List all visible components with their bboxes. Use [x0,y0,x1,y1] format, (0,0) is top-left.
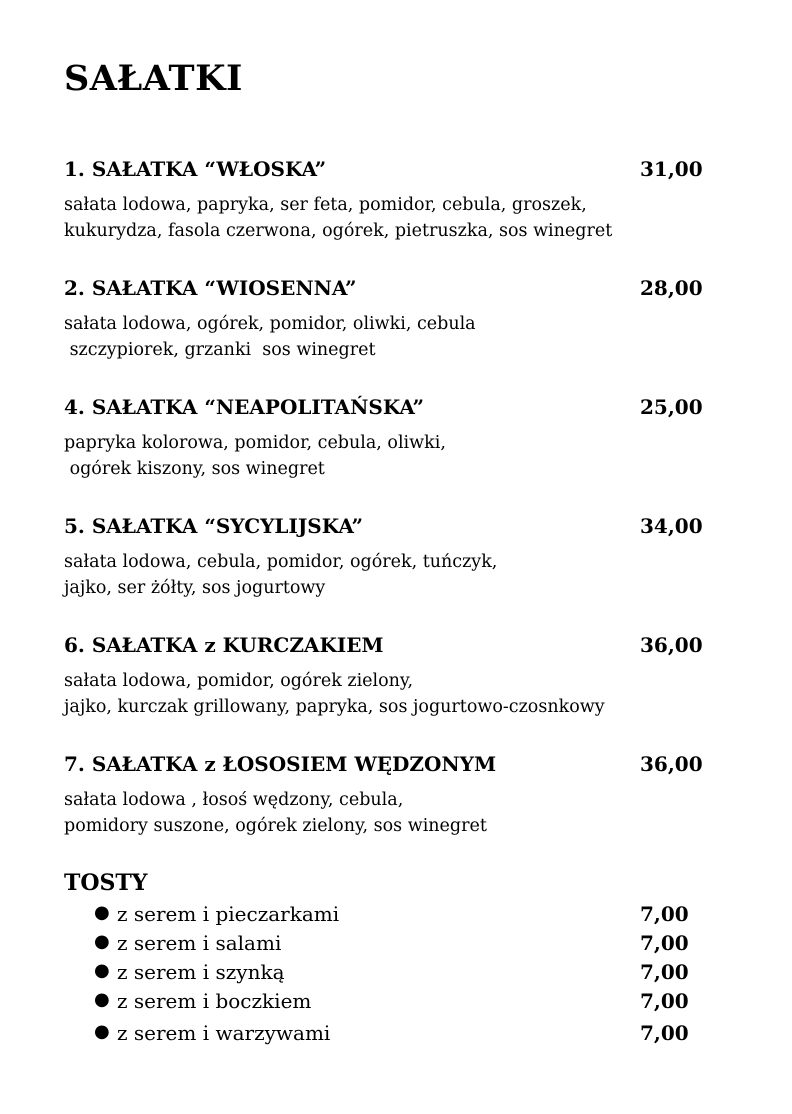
tosty-name: z serem i pieczarkami [117,902,340,926]
bullet-icon: ● [94,931,110,952]
salad-description [64,668,724,720]
page-title: SAŁATKI [64,58,243,99]
salad-price: 34,00 [640,514,703,538]
description-line: sałata lodowa, cebula, pomidor, ogórek, tuńczyk, [64,552,498,572]
salad-price: 25,00 [640,395,703,419]
bullet-icon: ● [94,960,110,981]
tosty-price: 7,00 [640,902,689,926]
tosty-price: 7,00 [640,960,689,984]
tosty-name: z serem i salami [117,931,282,955]
tosty-price: 7,00 [640,989,689,1013]
tosty-price: 7,00 [640,1021,689,1045]
tosty-item [64,960,724,989]
bullet-icon: ● [94,1021,110,1042]
description-line: jajko, ser żółty, sos jogurtowy [64,578,326,598]
salad-price: 31,00 [640,157,703,181]
salad-description [64,192,724,244]
description-line: pomidory suszone, ogórek zielony, sos winegret [64,816,487,836]
description-line: sałata lodowa, pomidor, ogórek zielony, [64,671,414,691]
tosty-item [64,989,724,1018]
bullet-icon: ● [94,902,110,923]
salad-name: 5. SAŁATKA “SYCYLIJSKA” [64,514,363,538]
salad-header [64,157,724,185]
salad-header [64,633,724,661]
salad-price: 36,00 [640,752,703,776]
description-line: sałata lodowa , łosoś wędzony, cebula, [64,790,404,810]
salad-price: 28,00 [640,276,703,300]
tosty-section-title: TOSTY [64,870,148,896]
salad-item-sycylijska [64,514,724,601]
salad-description [64,787,724,839]
salad-item-losos [64,752,724,839]
tosty-name: z serem i boczkiem [117,989,312,1013]
description-line: szczypiorek, grzanki sos winegret [64,340,376,360]
description-line: jajko, kurczak grillowany, papryka, sos jogurtowo-czosnkowy [64,697,605,717]
salad-description [64,311,724,363]
tosty-item [64,931,724,960]
salad-name: 6. SAŁATKA z KURCZAKIEM [64,633,384,657]
salad-item-wloska [64,157,724,244]
salad-header [64,514,724,542]
salad-name: 2. SAŁATKA “WIOSENNA” [64,276,357,300]
salad-price: 36,00 [640,633,703,657]
salad-description [64,549,724,601]
tosty-item [64,902,724,931]
salad-item-neapolitanska [64,395,724,482]
salad-name: 7. SAŁATKA z ŁOSOSIEM WĘDZONYM [64,752,497,776]
salad-item-kurczak [64,633,724,720]
description-line: sałata lodowa, papryka, ser feta, pomidor, cebula, groszek, [64,195,587,215]
description-line: papryka kolorowa, pomidor, cebula, oliwki, [64,433,446,453]
salad-header [64,752,724,780]
salad-header [64,276,724,304]
tosty-name: z serem i szynką [117,960,285,984]
bullet-icon: ● [94,989,110,1010]
salad-name: 1. SAŁATKA “WŁOSKA” [64,157,327,181]
salad-header [64,395,724,423]
salad-name: 4. SAŁATKA “NEAPOLITAŃSKA” [64,395,425,419]
description-line: sałata lodowa, ogórek, pomidor, oliwki, cebula [64,314,476,334]
tosty-list [64,902,724,1050]
salad-item-wiosenna [64,276,724,363]
tosty-price: 7,00 [640,931,689,955]
salad-description [64,430,724,482]
description-line: kukurydza, fasola czerwona, ogórek, pietruszka, sos winegret [64,221,613,241]
tosty-item [64,1021,724,1050]
description-line: ogórek kiszony, sos winegret [64,459,325,479]
tosty-name: z serem i warzywami [117,1021,331,1045]
